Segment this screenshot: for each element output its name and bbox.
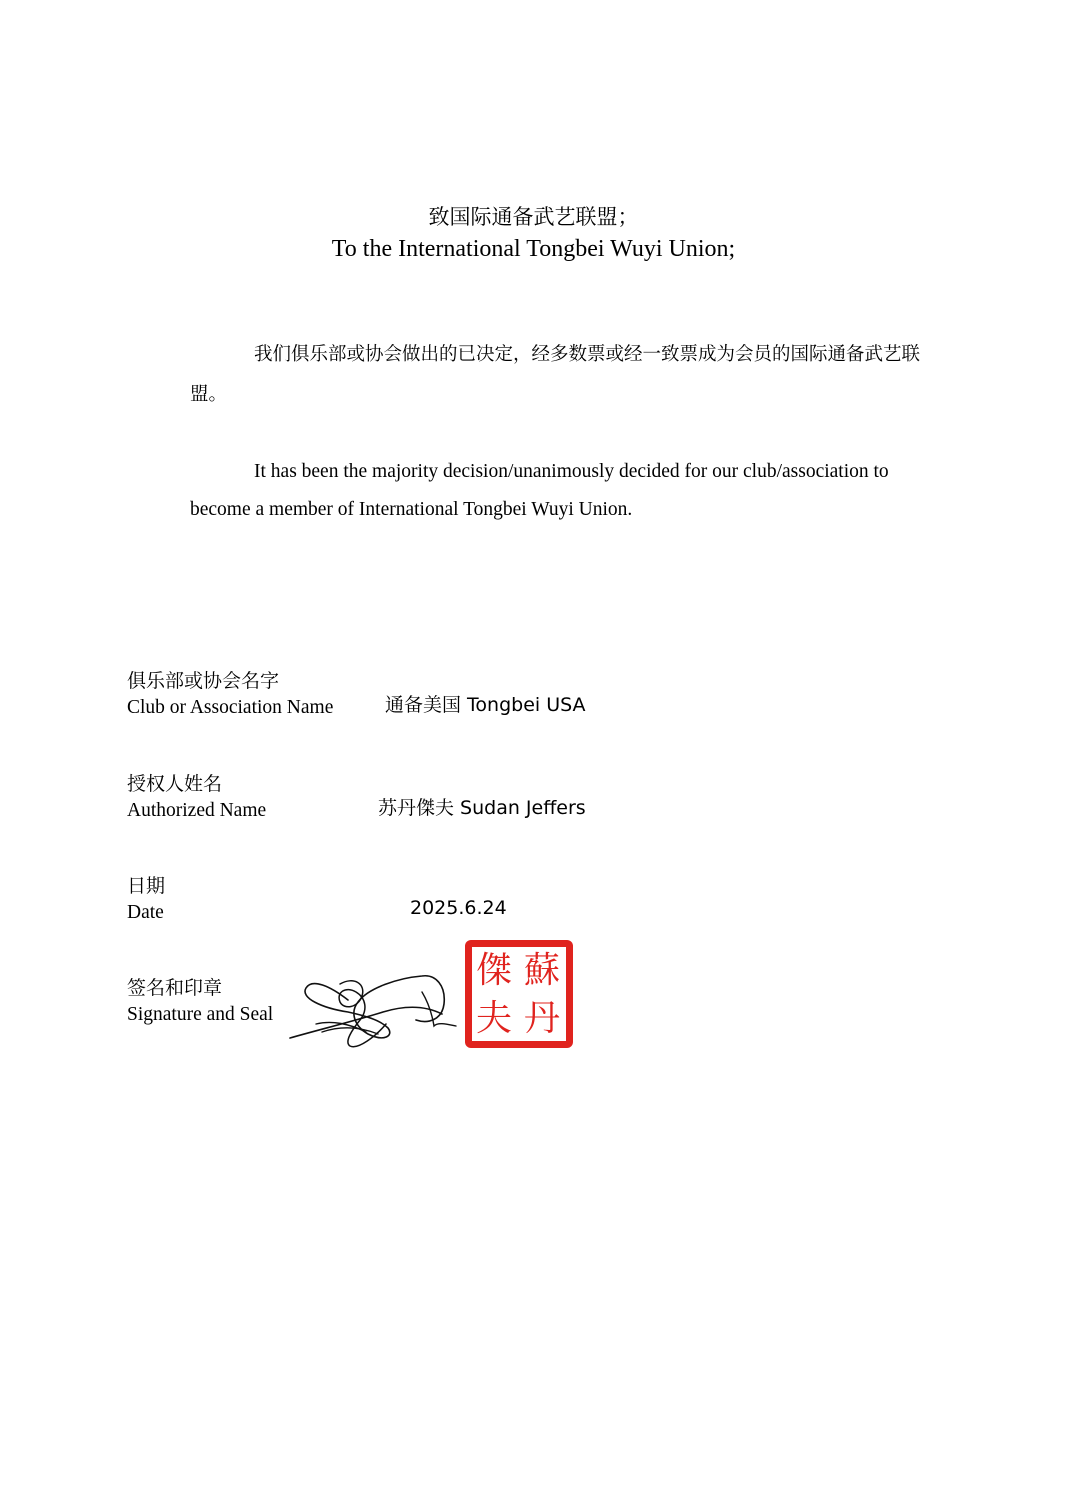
seal-char-top-left: 傑 <box>475 950 513 991</box>
title-english: To the International Tongbei Wuyi Union; <box>331 236 736 262</box>
club-label-english: Club or Association Name <box>127 697 334 718</box>
signature-label-english: Signature and Seal <box>127 1004 274 1025</box>
date-value: 2025.6.24 <box>410 897 507 919</box>
red-seal-stamp <box>463 938 575 1050</box>
authorized-label-english: Authorized Name <box>127 800 267 821</box>
authorized-value: 苏丹傑夫 Sudan Jeffers <box>378 797 586 819</box>
signature-label-chinese: 签名和印章 <box>127 977 223 999</box>
seal-char-top-right: 蘇 <box>523 950 561 991</box>
title-chinese: 致国际通备武艺联盟； <box>428 205 639 229</box>
date-label-chinese: 日期 <box>127 875 166 897</box>
handwritten-signature <box>288 962 460 1052</box>
seal-char-bottom-left: 夫 <box>475 998 513 1039</box>
date-label-english: Date <box>127 902 164 923</box>
paragraph-chinese: 我们俱乐部或协会做出的已决定，经多数票或经一致票成为会员的国际通备武艺联盟。 <box>190 344 921 405</box>
paragraph-english: It has been the majority decision/unanimously decided for our club/association to become a member of International Tongbei Wuyi Union. <box>190 461 889 520</box>
club-value: 通备美国 Tongbei USA <box>385 694 586 716</box>
club-label-chinese: 俱乐部或协会名字 <box>127 670 280 692</box>
seal-char-bottom-right: 丹 <box>523 998 561 1039</box>
authorized-label-chinese: 授权人姓名 <box>127 773 223 795</box>
